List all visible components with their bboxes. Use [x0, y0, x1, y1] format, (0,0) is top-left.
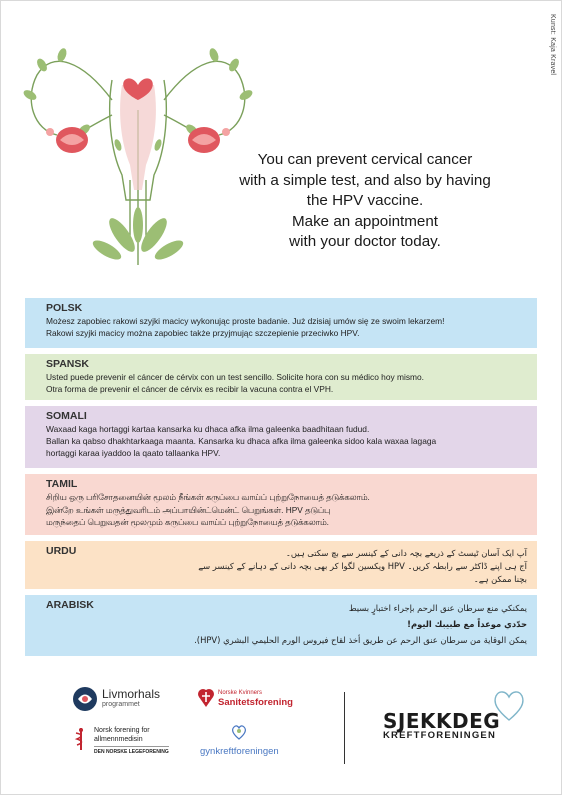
message-line: آج ہی اپنے ڈاکٹر سے رابطہ کریں۔ HPV ویکسین لگوا کر بھی بچہ دانی کے دہانے کے کینسر سے بچنا ممکن ہے۔ — [198, 561, 527, 584]
language-label: URDU — [46, 545, 77, 557]
gynkreft-icon — [229, 724, 249, 740]
message-line: آپ ایک آسان ٹیسٹ کے ذریعے بچہ دانی کے کینسر سے بچ سکتی ہیں۔ — [285, 548, 527, 558]
message-line: يمكن الوقاية من سرطان عنق الرحم عن طريق أخذ لقاح فيروس الورم الحليمي البشري (HPV). — [194, 635, 527, 645]
message-line: இன்றே உங்கள் மருத்துவரிடம் அப்பாயின்ட்மென்ட் பெறுங்கள். HPV தடுப்பு — [46, 504, 331, 515]
logo-name: Livmorhals — [102, 687, 161, 701]
logo-name: gynkreftforeningen — [200, 746, 279, 757]
rtl-text-block — [197, 547, 527, 586]
language-label: SOMALI — [46, 410, 87, 422]
gynkreft-logo — [200, 724, 279, 757]
language-label: POLSK — [46, 302, 83, 314]
message-line: Usted puede prevenir el cáncer de cérvix con un test sencillo. Solicite hora con su médico hoy mismo. — [46, 372, 424, 382]
headline-line: with a simple test, and also by having — [239, 171, 491, 189]
artist-credit: Kunst: Kaja Kravel — [549, 14, 556, 76]
language-band-polsk — [25, 298, 537, 348]
message-line: Waxaad kaga hortaggi kartaa kansarka ku dhaca afka ilma galeenka baadhitaan fudud. — [46, 424, 370, 434]
message-line: يمكنكي منع سرطان عنق الرحم بإجراء اختبارٍ بسيط — [348, 603, 527, 613]
language-band-urdu — [25, 541, 537, 589]
rtl-text-block — [187, 600, 527, 648]
language-label: ARABISK — [46, 599, 94, 611]
livmorhals-icon — [72, 686, 98, 712]
logo-line: DEN NORSKE LEGEFORENING — [94, 746, 169, 757]
message-line: Otra forma de prevenir el cáncer de cérvix es recibir la vacuna contra el VPH. — [46, 384, 334, 394]
logo-line: Norsk forening for — [94, 727, 150, 734]
sanitetsforening-logo — [197, 688, 293, 708]
message-line: hortaggi karaa iyaddoo la qaato tallaanka HPV. — [46, 448, 221, 458]
sjekkdeg-title: SJEKKDEG — [383, 709, 501, 733]
headline — [210, 150, 520, 253]
legeforening-icon — [72, 727, 90, 751]
language-band-arabic — [25, 595, 537, 656]
language-label: TAMIL — [46, 478, 78, 490]
message-line: Możesz zapobiec rakowi szyjki macicy wykonując proste badanie. Już dzisiaj umów się ze swoim lekarzem! — [46, 316, 445, 326]
headline-line: Make an appointment — [291, 212, 439, 230]
message-line: சிறிய ஒரு பரிசோதனையின் மூலம் நீங்கள் கருப்பை வாய்ப் புற்றுநோயைத் தடுக்கலாம். — [46, 492, 370, 502]
sjekkdeg-logo — [383, 688, 533, 758]
headline-line: with your doctor today. — [289, 233, 441, 250]
logo-sub: programmet — [102, 701, 140, 708]
headline-line: You can prevent cervical cancer — [257, 151, 473, 168]
logo-name: Sanitetsforening — [218, 697, 293, 708]
legeforening-logo — [72, 727, 169, 757]
headline-line: the HPV vaccine. — [306, 192, 424, 209]
language-label: SPANSK — [46, 358, 89, 370]
message-line: மருந்தைப் பெறுவதன் மூலமும் கருப்பை வாய்ப் புற்றுநோயைத் தடுக்கலாம். — [46, 517, 329, 527]
livmorhals-logo — [72, 686, 160, 712]
sjekkdeg-sub: KREFTFORENINGEN — [383, 730, 496, 741]
message-line: Ballan ka qabso dhakhtarkaaga maanta. Kansarka ku dhaca afka ilma galeenka sidoo kala waxaa lagaga — [46, 436, 437, 446]
language-band-spansk — [25, 354, 537, 400]
logo-divider — [344, 692, 345, 764]
language-band-somali — [25, 406, 537, 468]
logo-small: Norske Kvinners — [218, 690, 263, 696]
message-line: Rakowi szyjki macicy można zapobiec także przyjmując szczepienie przeciwko HPV. — [46, 328, 360, 338]
message-line: حدّدي موعداً مع طبيبك اليوم! — [407, 619, 527, 629]
sanitets-icon — [197, 688, 215, 708]
logo-line: allmennmedisin — [94, 735, 143, 743]
language-band-tamil — [25, 474, 537, 535]
